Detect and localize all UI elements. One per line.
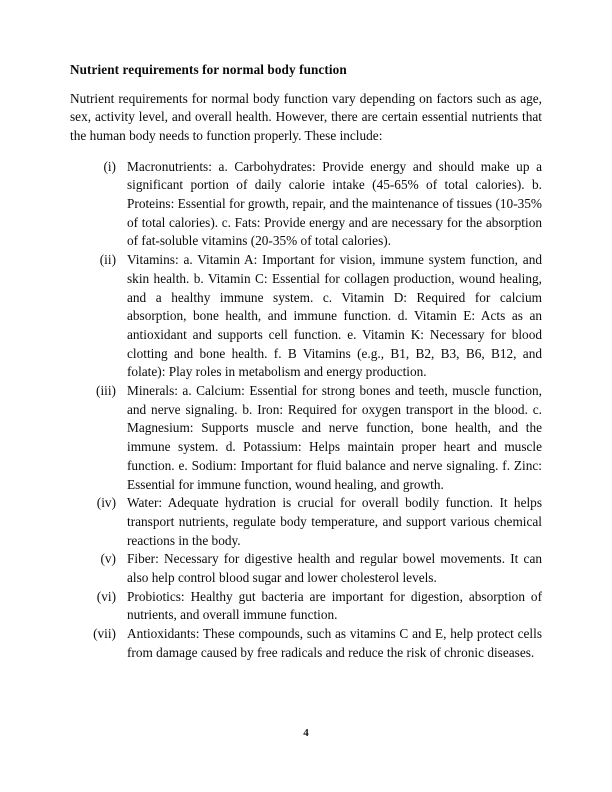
- list-item-text: Macronutrients: a. Carbohydrates: Provide energy and should make up a significant portion of daily calorie intake (45-65% of total calories). b. Proteins: Essential for growth, repair, and the maintenance of tissues (10-35% of total calories). c. Fats: Provide energy and are necessary for the absorption of fat-soluble vitamins (20-35% of total calories).: [127, 158, 542, 249]
- list-item-marker: (ii): [99, 252, 116, 268]
- list-item-marker: (i): [103, 158, 116, 174]
- list-item-marker: (vii): [93, 626, 116, 642]
- list-item: [70, 550, 542, 587]
- page-number: 4: [303, 727, 309, 739]
- list-item: [70, 382, 542, 494]
- list-item-text: Antioxidants: These compounds, such as vitamins C and E, help protect cells from damage caused by free radicals and reduce the risk of chronic diseases.: [127, 626, 542, 660]
- list-item-marker: (vi): [96, 588, 116, 604]
- list-item-marker: (v): [100, 551, 116, 567]
- list-item-text: Probiotics: Healthy gut bacteria are important for digestion, absorption of nutrients, and overall immune function.: [127, 588, 542, 623]
- document-body: [70, 62, 542, 663]
- page-title: Nutrient requirements for normal body function: [70, 62, 347, 77]
- list-item-text: Minerals: a. Calcium: Essential for strong bones and teeth, muscle function, and nerve signaling. b. Iron: Required for oxygen transport in the blood. c. Magnesium: Supports muscle and nerve function, bone health, and the immune system. d. Potassium: Helps maintain proper heart and muscle function. e. Sodium: Important for fluid balance and nerve signaling. f. Zinc: Essential for immune function, wound healing, and growth.: [127, 383, 542, 492]
- nutrient-list: [70, 158, 542, 663]
- list-item: [70, 251, 542, 382]
- list-item-text: Water: Adequate hydration is crucial for overall bodily function. It helps transport nutrients, regulate body temperature, and support various chemical reactions in the body.: [127, 495, 542, 548]
- list-item: [70, 158, 542, 252]
- list-item: [70, 494, 542, 550]
- list-item-marker: (iii): [96, 383, 116, 399]
- list-item: [70, 625, 542, 662]
- list-item: [70, 588, 542, 625]
- list-item-text: Vitamins: a. Vitamin A: Important for vision, immune system function, and skin health. b. Vitamin C: Essential for collagen production, wound healing, and a healthy immune system. c. Vitamin D: Required for calcium absorption, bone health, and immune function. d. Vitamin E: Acts as an antioxidant and supports cell function. e. Vitamin K: Necessary for blood clotting and bone health. f. B Vitamins (e.g., B1, B2, B3, B6, B12, and folate): Play roles in metabolism and energy production.: [127, 252, 542, 380]
- intro-paragraph: Nutrient requirements for normal body function vary depending on factors such as age, sex, activity level, and overall health. However, there are certain essential nutrients that the human body needs to function properly. These include:: [70, 90, 542, 143]
- list-item-marker: (iv): [96, 495, 116, 511]
- list-item-text: Fiber: Necessary for digestive health and regular bowel movements. It can also help control blood sugar and lower cholesterol levels.: [127, 551, 542, 586]
